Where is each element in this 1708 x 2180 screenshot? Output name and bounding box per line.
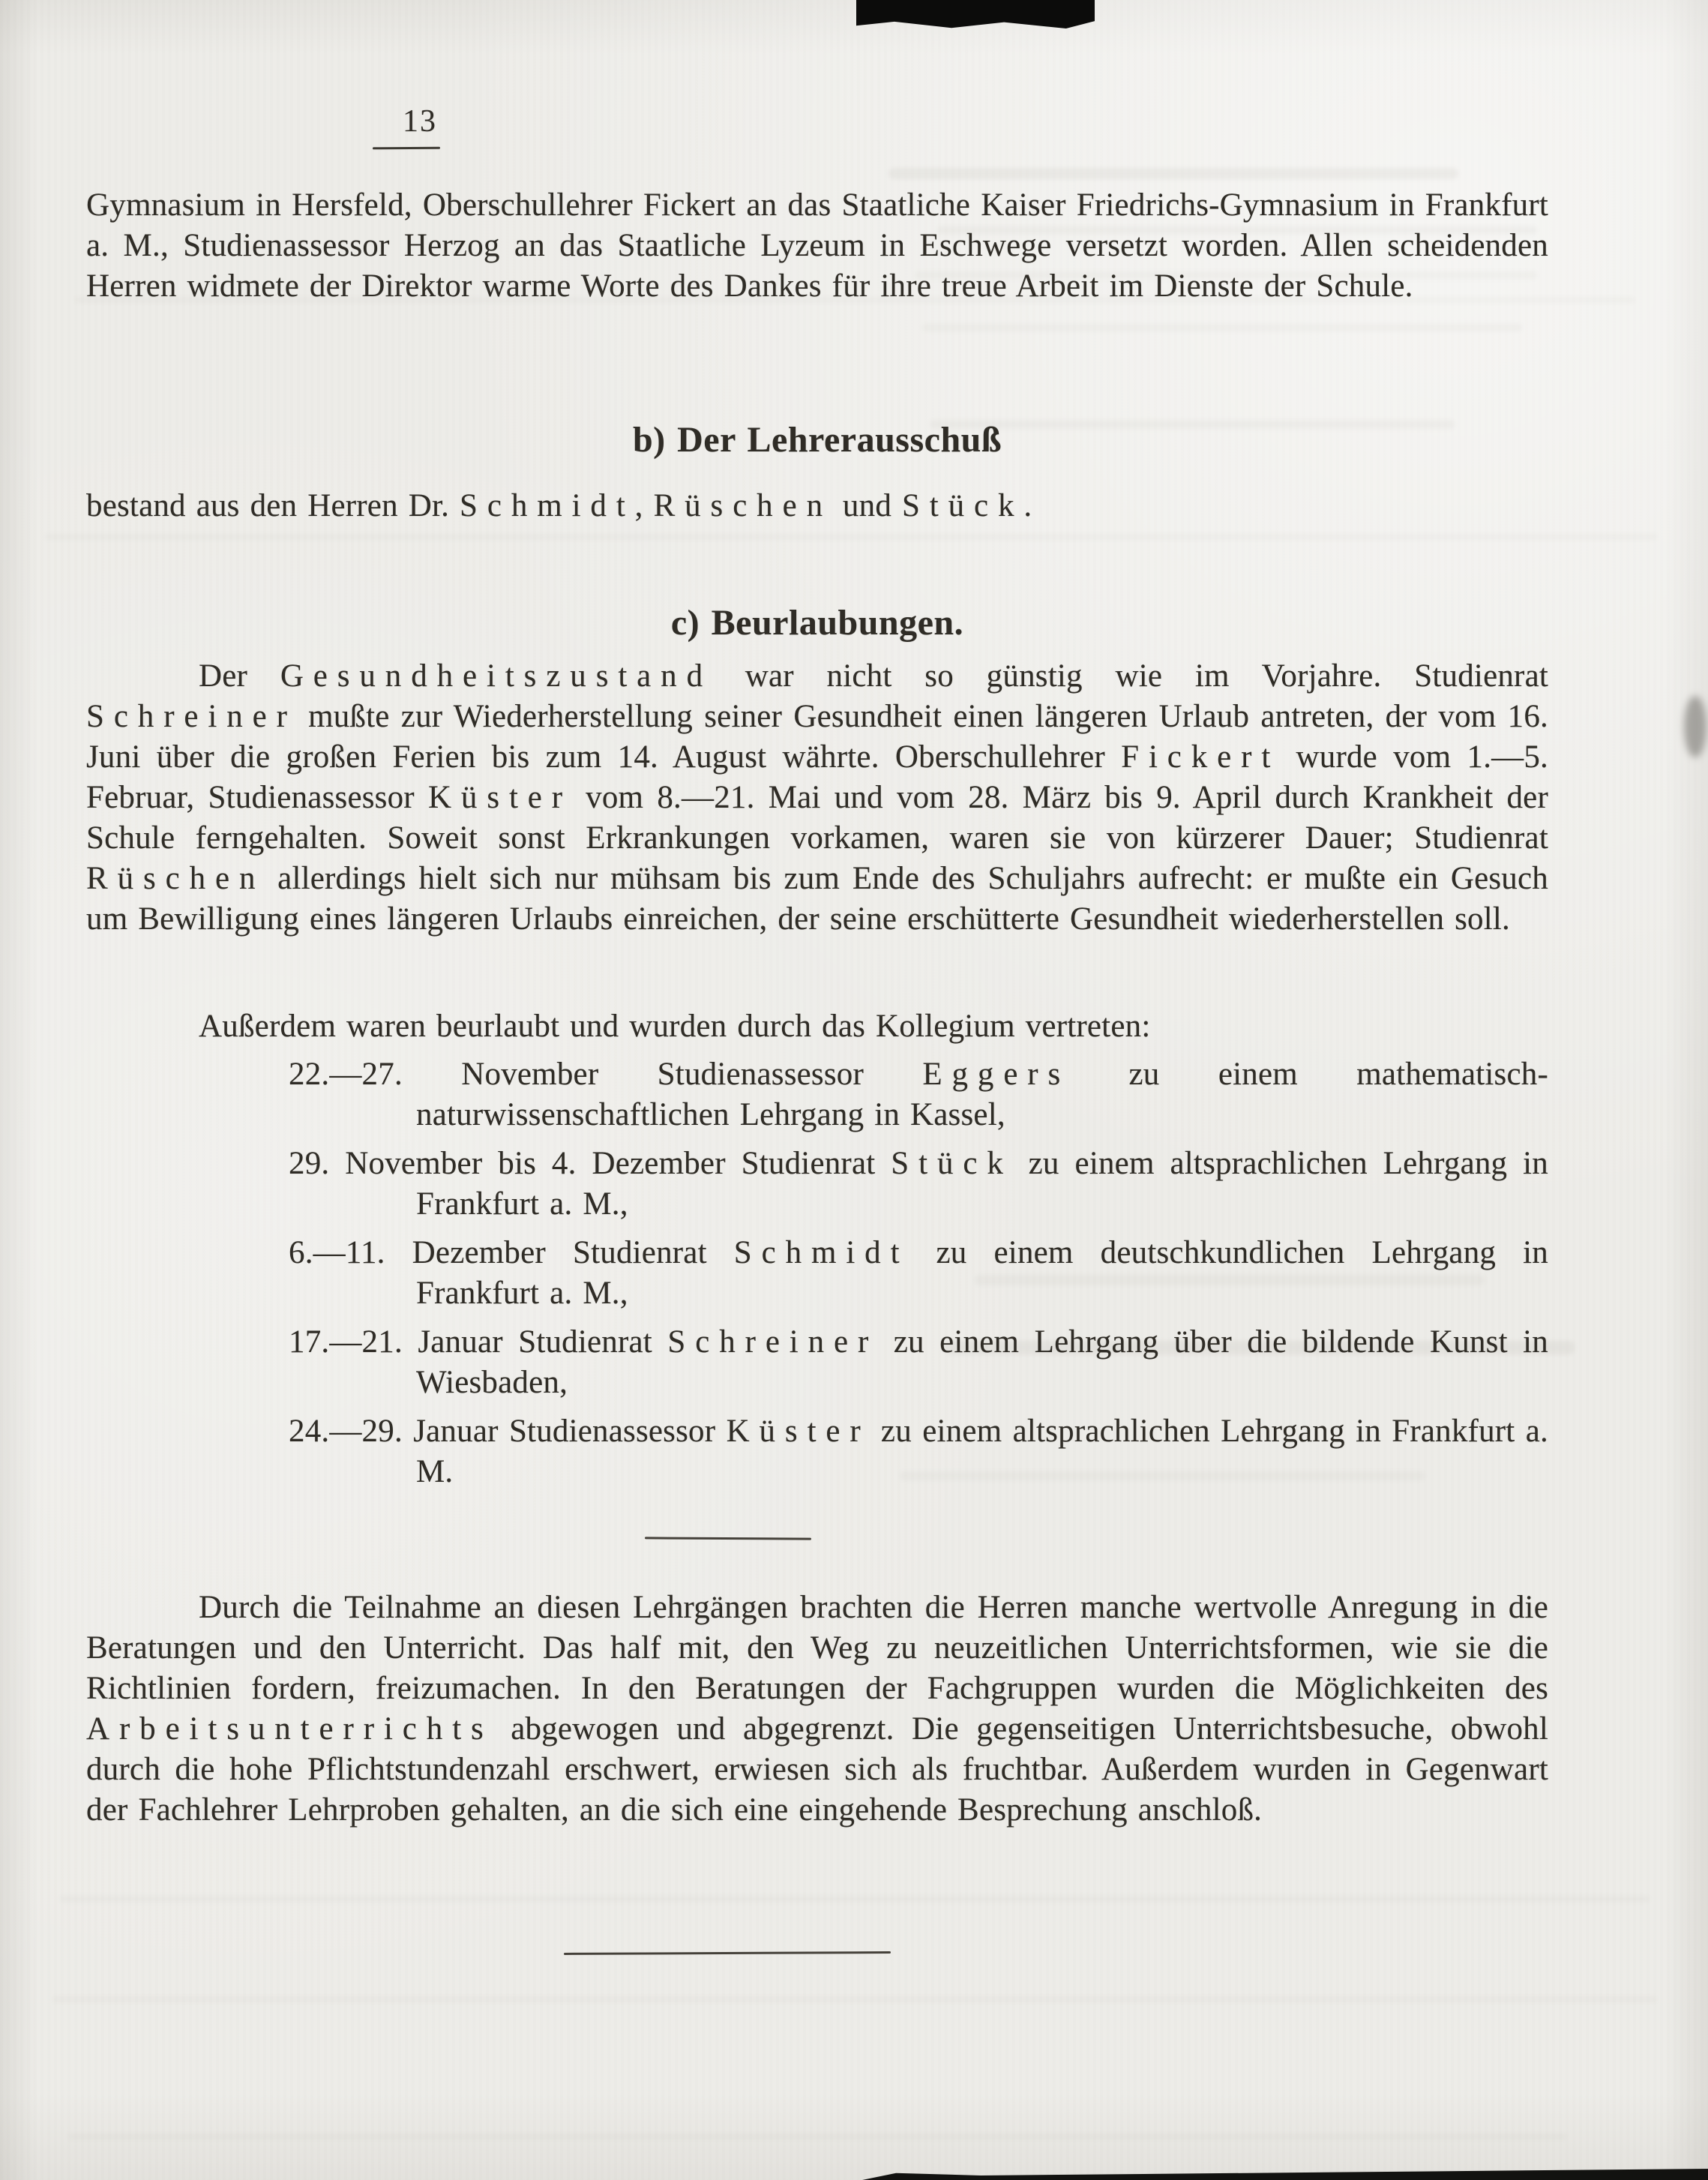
letterspaced-name: Arbeitsunterrichts: [86, 1711, 493, 1747]
page-content: [86, 0, 1548, 2180]
text-run: mußte zur Wiederherstellung seiner Gesundheit einen längeren Urlaub antreten, der vom 16. Juni über die großen Ferien bis zum 14. August währte. Oberschullehrer: [86, 699, 1548, 775]
text-run: war nicht so günstig wie im Vorjahre. Studienrat: [712, 658, 1549, 694]
letterspaced-name: Schreiner: [86, 699, 297, 734]
text-run: bestand aus den Herren Dr.: [86, 488, 460, 523]
text-run: vom 8.—21. Mai und vom 28. März bis 9. April durch Krankheit der Schule ferngehalten. Soweit sonst Erkrankungen vorkamen, waren sie von kürzerer Dauer; Studienrat: [86, 780, 1548, 856]
text-run: 29. November bis 4. Dezember Studienrat: [289, 1146, 891, 1181]
opening-paragraph: Gymnasium in Hersfeld, Oberschullehrer Fickert an das Staatliche Kaiser Friedrichs-Gymnasium in Frankfurt a. M., Studienassessor Herzog an das Staatliche Lyzeum in Eschwege versetzt worden. Allen scheidenden Herren widmete der Direktor warme Worte des Dankes für ihre treue Arbeit im Dienste der Schule.: [86, 187, 1548, 304]
letterspaced-name: Schmidt: [733, 1235, 909, 1270]
leave-list: [86, 1054, 1548, 1501]
closing-paragraph: [86, 1588, 1548, 1831]
text-run: 22.—27. November Studienassessor: [289, 1057, 923, 1092]
text-run: 24.—29. Januar Studienassessor: [289, 1414, 727, 1449]
letterspaced-name: Schreiner: [667, 1324, 879, 1360]
text-run: abgewogen und abgegrenzt. Die gegenseitigen Unterrichtsbesuche, obwohl durch die hohe Pflichtstundenzahl erschwert, erwiesen sich als fruchtbar. Außerdem wurden in Gegenwart der Fachlehrer Lehrproben gehalten, an die sich eine eingehende Besprechung anschloß.: [86, 1711, 1548, 1828]
text-run: zu einem Lehrgang über die bildende Kunst in Wiesbaden,: [416, 1324, 1549, 1400]
text-run: Der: [199, 658, 280, 694]
text-run: zu einem mathematisch-naturwissenschaftlichen Lehrgang in Kassel,: [416, 1057, 1548, 1132]
text-run: .: [1023, 488, 1032, 523]
text-run: und: [832, 488, 902, 523]
text-run: zu einem altsprachlichen Lehrgang in Frankfurt a. M.: [416, 1414, 1548, 1489]
leave-list-item: [86, 1411, 1548, 1492]
section-b-heading: b) Der Lehrerausschuß: [632, 420, 1002, 460]
leave-list-item: [86, 1322, 1548, 1403]
text-run: zu einem altsprachlichen Lehrgang in Frankfurt a. M.,: [416, 1146, 1549, 1222]
health-paragraph: [86, 656, 1548, 940]
letterspaced-name: Rüschen: [86, 861, 265, 896]
letterspaced-name: Küster: [726, 1414, 870, 1449]
section-b-body: [86, 486, 1548, 526]
letterspaced-name: Stück: [891, 1146, 1013, 1181]
letterspaced-name: Gesundheitszustand: [280, 658, 712, 694]
text-run: allerdings hielt sich nur mühsam bis zum Ende des Schuljahrs aufrecht: er mußte ein Gesuch um Bewilligung eines längeren Urlaubs einreichen, der seine erschütterte Gesundheit wiederherstellen soll.: [86, 861, 1548, 937]
page-number: 13: [403, 104, 437, 139]
letterspaced-name: Eggers: [922, 1057, 1071, 1092]
leave-list-item: [86, 1054, 1548, 1135]
section-c-heading: c) Beurlaubungen.: [670, 603, 964, 643]
text-run: 17.—21. Januar Studienrat: [289, 1324, 668, 1360]
letterspaced-name: Fickert: [1121, 739, 1281, 775]
leave-intro: Außerdem waren beurlaubt und wurden durch das Kollegium vertreten:: [199, 1009, 1151, 1044]
text-run: 6.—11. Dezember Studienrat: [289, 1235, 734, 1270]
leave-list-item: [86, 1144, 1548, 1225]
text-run: wurde vom 1.—5. Februar, Studienassessor: [86, 739, 1548, 815]
leave-list-item: [86, 1233, 1548, 1314]
letterspaced-name: Rüschen: [653, 488, 832, 523]
text-run: Durch die Teilnahme an diesen Lehrgängen brachten die Herren manche wertvolle Anregung in die Beratungen und den Unterricht. Das half mit, den Weg zu neuzeitlichen Unterrichtsformen, wie sie die Richtlinien fordern, freizumachen. In den Beratungen der Fachgruppen wurden die Möglichkeiten des: [86, 1590, 1548, 1706]
letterspaced-name: Stück: [901, 488, 1024, 523]
text-run: zu einem deutschkundlichen Lehrgang in Frankfurt a. M.,: [416, 1235, 1548, 1311]
letterspaced-name: Schmidt: [460, 488, 635, 523]
text-run: ,: [634, 488, 654, 523]
letterspaced-name: Küster: [427, 780, 573, 815]
page-number-underline: [373, 147, 440, 150]
scan-smudge-right-edge: [1684, 696, 1707, 757]
